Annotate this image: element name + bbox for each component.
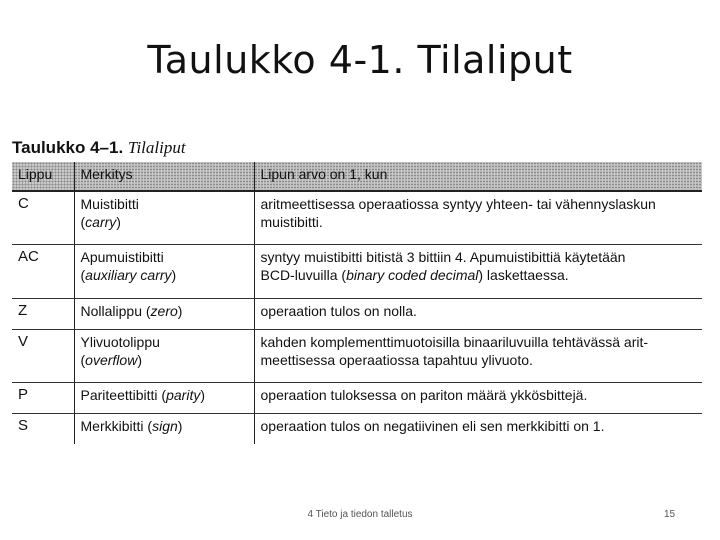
flag-cell: AC: [12, 245, 74, 298]
meaning-text: Merkkibitti: [80, 418, 144, 435]
value-cell: [254, 245, 702, 298]
meaning-english: zero: [150, 302, 178, 319]
meaning-english: overflow: [85, 351, 138, 368]
value-cell: operaation tuloksessa on pariton määrä ykkösbittejä.: [254, 383, 702, 414]
meaning-cell: Ylivuotolippu (overflow): [74, 329, 254, 382]
flag-cell: C: [12, 191, 74, 245]
header-flag: Lippu: [12, 162, 74, 191]
meaning-text: Muistibitti: [80, 196, 139, 212]
flags-table: [12, 162, 702, 444]
table-row: [12, 245, 702, 298]
meaning-text: Pariteettibitti: [80, 387, 158, 404]
meaning-cell: Nollalippu (zero): [74, 298, 254, 329]
table-header-row: [12, 162, 702, 191]
meaning-cell: Merkkibitti (sign): [74, 414, 254, 444]
caption-name: Tilaliput: [127, 138, 186, 157]
value-text-end: ) laskettaessa.: [478, 267, 569, 284]
caption-number: Taulukko 4–1.: [12, 138, 124, 157]
meaning-english: parity: [166, 387, 201, 404]
page-number: 15: [664, 509, 676, 520]
meaning-cell: Apumuistibitti (auxiliary carry): [74, 245, 254, 298]
table-row: [12, 298, 702, 329]
meaning-text: Ylivuotolippu: [80, 333, 160, 350]
flag-cell: P: [12, 383, 74, 414]
meaning-english: carry: [85, 214, 117, 230]
value-emphasis: binary coded decimal: [346, 267, 479, 284]
meaning-cell: Pariteettibitti (parity): [74, 383, 254, 414]
value-cell: operaation tulos on nolla.: [254, 298, 702, 329]
footer-text: 4 Tieto ja tiedon talletus: [307, 509, 413, 520]
meaning-text: Apumuistibitti: [80, 249, 164, 266]
slide-title: Taulukko 4-1. Tilaliput: [147, 38, 573, 82]
meaning-english: auxiliary carry: [85, 267, 172, 284]
meaning-cell: Muistibitti (carry): [74, 191, 254, 245]
table-row: [12, 329, 702, 382]
table-caption: [12, 138, 186, 158]
table-row: [12, 191, 702, 245]
table-row: [12, 414, 702, 444]
value-cell: operaation tulos on negatiivinen eli sen merkkibitti on 1.: [254, 414, 702, 444]
value-text: syntyy muistibitti bitistä 3 bittiin 4. Apumuistibittiä käytetään BCD-luvuilla (: [260, 249, 626, 284]
flag-cell: S: [12, 414, 74, 444]
meaning-english: sign: [152, 418, 178, 435]
table-row: [12, 383, 702, 414]
value-cell: kahden komplementtimuotoisilla binaariluvuilla tehtävässä arit- meettisessa operaatiossa tapahtuu ylivuoto.: [254, 329, 702, 382]
meaning-text: Nollalippu: [80, 302, 142, 319]
header-meaning: Merkitys: [74, 162, 254, 191]
flag-cell: V: [12, 329, 74, 382]
flag-cell: Z: [12, 298, 74, 329]
value-cell: aritmeettisessa operaatiossa syntyy yhteen- tai vähennyslaskun muistibitti.: [254, 191, 702, 245]
header-value: Lipun arvo on 1, kun: [254, 162, 702, 191]
